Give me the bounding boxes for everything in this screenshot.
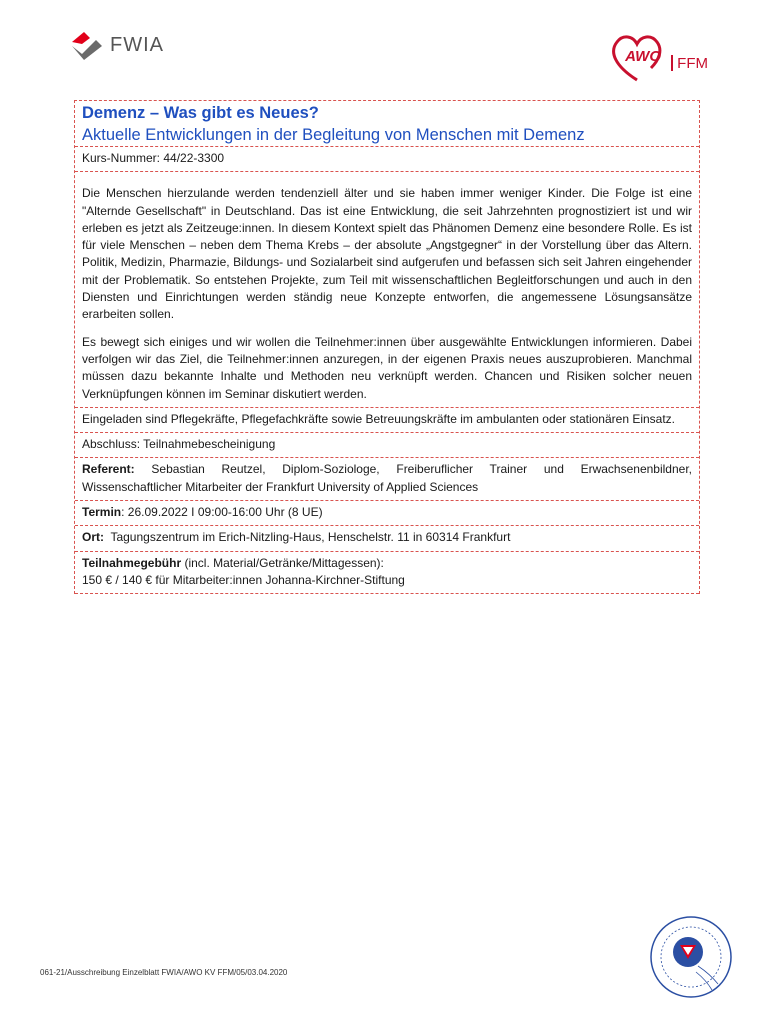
fwia-logo-icon [70, 30, 104, 60]
location [75, 526, 699, 551]
awo-logo-text: AWO [625, 48, 662, 65]
course-header [75, 101, 699, 147]
fee-label: Teilnahmegebühr [82, 555, 182, 570]
termin-value: : 26.09.2022 I 09:00-16:00 Uhr (8 UE) [121, 505, 323, 520]
ort-label: Ort: [82, 530, 104, 545]
logo-divider [671, 55, 673, 71]
target-audience-text: Eingeladen sind Pflegekräfte, Pflegefachkräfte sowie Betreuungskräfte im ambulanten oder stationären Einsatz. [82, 411, 676, 426]
referent-value: Sebastian Reutzel, Diplom-Soziologe, Freiberuflicher Trainer und Erwachsenenbildner, Wissenschaftlicher Mitarbeiter der Frankfurt University of Applied Sciences [82, 462, 692, 494]
course-box [74, 100, 700, 594]
certification-seal-icon [648, 914, 734, 1000]
course-subtitle: Aktuelle Entwicklungen in der Begleitung von Menschen mit Demenz [82, 126, 585, 144]
fwia-logo-text: FWIA [110, 33, 164, 56]
termin-label: Termin [82, 505, 122, 520]
target-audience [75, 408, 699, 433]
referent-label: Referent: [82, 462, 135, 477]
course-title: Demenz – Was gibt es Neues? [82, 104, 319, 122]
fee-value: 150 € / 140 € für Mitarbeiter:innen Johanna-Kirchner-Stiftung [82, 572, 405, 587]
ort-value: Tagungszentrum im Erich-Nitzling-Haus, Henschelstr. 11 in 60314 Frankfurt [104, 530, 511, 545]
description-paragraph-1: Die Menschen hierzulande werden tendenziell älter und sie haben immer weniger Kinder. Die Folge ist eine "Alternde Gesellschaft" in Deutschland. Das ist eine Entwicklung, die seit Jahrzehnten prognostiziert ist und wir erleben es jetzt als Zeitzeuge:innen. In diesem Kontext spielt das Phänomen Demenz eine besondere Rolle. Es ist für viele Menschen – neben dem Thema Krebs – der absolute „Angstgegner“ in der Vorstellung über das Altern. Politik, Medizin, Pharmazie, Bildungs- und Sozialarbeit sind aufgerufen und befassen sich seit Jahren eingehender mit der Problematik. So entstehen Projekte, zum Teil mit wissenschaftlichen Begleitforschungen und auch in den Diensten und Einrichtungen werden ständig neue Konzepte entworfen, die angemessene Lösungsansätze erarbeiten sollen. [82, 186, 692, 322]
document-footer: 061-21/Ausschreibung Einzelblatt FWIA/AWO KV FFM/05/03.04.2020 [40, 968, 288, 977]
certificate: Abschluss: Teilnahmebescheinigung [75, 433, 699, 458]
ffm-logo-text: FFM [677, 54, 708, 72]
course-description [75, 172, 699, 408]
course-number: Kurs-Nummer: 44/22-3300 [75, 147, 699, 172]
referent [75, 458, 699, 501]
awo-logo [607, 30, 708, 86]
date-time [75, 501, 699, 526]
fwia-logo [70, 30, 164, 60]
description-paragraph-2: Es bewegt sich einiges und wir wollen die Teilnehmer:innen über ausgewählte Entwicklungen informieren. Dabei verfolgen wir das Ziel, die Teilnehmer:innen anzuregen, in der eigenen Praxis neues auszuprobieren. Manchmal müssen dazu bekannte Inhalte und Methoden neu verknüpft werden. Chancen und Risiken solcher neuen Verknüpfungen können im Seminar diskutiert werden. [82, 334, 692, 401]
fee [75, 552, 699, 595]
fee-note: (incl. Material/Getränke/Mittagessen): [181, 555, 384, 570]
